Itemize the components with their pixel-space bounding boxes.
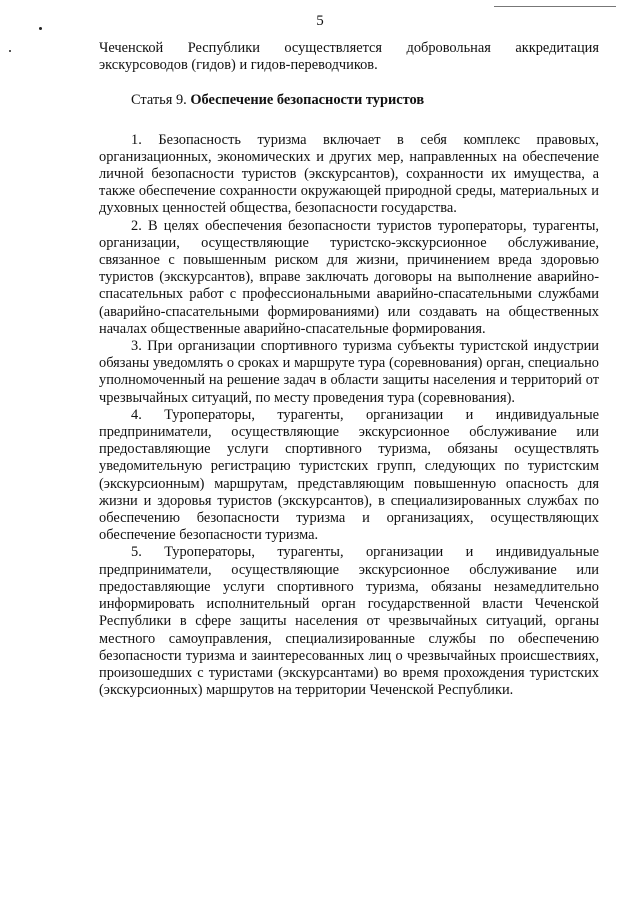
article-title: Обеспечение безопасности туристов — [190, 92, 425, 109]
article-heading — [99, 92, 599, 109]
article-label: Статья 9. — [131, 92, 187, 109]
paragraph-1: 1. Безопасность туризма включает в себя комплекс правовых, организационных, экономических и других мер, направленных на обеспечение личной безопасности туристов (экскурсантов), сохранности их имущества, а также обеспечение сохранности окружающей природной среды, материальных и духовных ценностей общества, безопасности государства. — [99, 131, 599, 217]
scan-speck — [9, 50, 11, 52]
paragraph-5: 5. Туроператоры, турагенты, организации и индивидуальные предприниматели, осуществляющие экскурсионное обслуживание или предоставляющие услуги спортивного туризма, обязаны незамедлительно информировать исполнительный орган государственной власти Чеченской Республики в сфере защиты населения от чрезвычайных ситуаций, органы местного самоуправления, специализированные службы по обеспечению безопасности туризма и заинтересованных лиц о чрезвычайных происшествиях, произошедших с туристами (экскурсантами) во время прохождения туристских (экскурсионных) маршрутов на территории Чеченской Республики. — [99, 544, 599, 699]
top-rule — [494, 6, 616, 7]
page-number: 5 — [316, 13, 324, 29]
paragraph-3: 3. При организации спортивного туризма субъекты туристской индустрии обязаны уведомлять о сроках и маршруте тура (соревнования) орган, специально уполномоченный на решение задач в области защиты населения и территорий от чрезвычайных ситуаций, по месту проведения тура (соревнования). — [99, 338, 599, 406]
paragraph-2: 2. В целях обеспечения безопасности туристов туроператоры, турагенты, организации, осуществляющие туристско-экскурсионное обслуживание, связанное с повышенным риском для жизни, причинением вреда здоровью туристов (экскурсантов), вправе заключать договоры на выполнение аварийно-спасательных работ с профессиональными аварийно-спасательными службами (аварийно-спасательными формированиями) или создавать на общественных началах общественные аварийно-спасательные формирования. — [99, 217, 599, 337]
document-body — [99, 40, 599, 699]
paragraph-4: 4. Туроператоры, турагенты, организации и индивидуальные предприниматели, осуществляющие экскурсионное обслуживание или предоставляющие услуги спортивного туризма, обязаны осуществлять уведомительную регистрацию туристских групп, следующих по туристским (экскурсионным) маршрутам, представляющим повышенную опасность для жизни и здоровья туристов (экскурсантов), в специализированных службах по обеспечению безопасности туризма и организациях, осуществляющих обеспечение безопасности туризма. — [99, 406, 599, 544]
intro-paragraph: Чеченской Республики осуществляется добровольная аккредитация экскурсоводов (гидов) и гидов-переводчиков. — [99, 40, 599, 74]
